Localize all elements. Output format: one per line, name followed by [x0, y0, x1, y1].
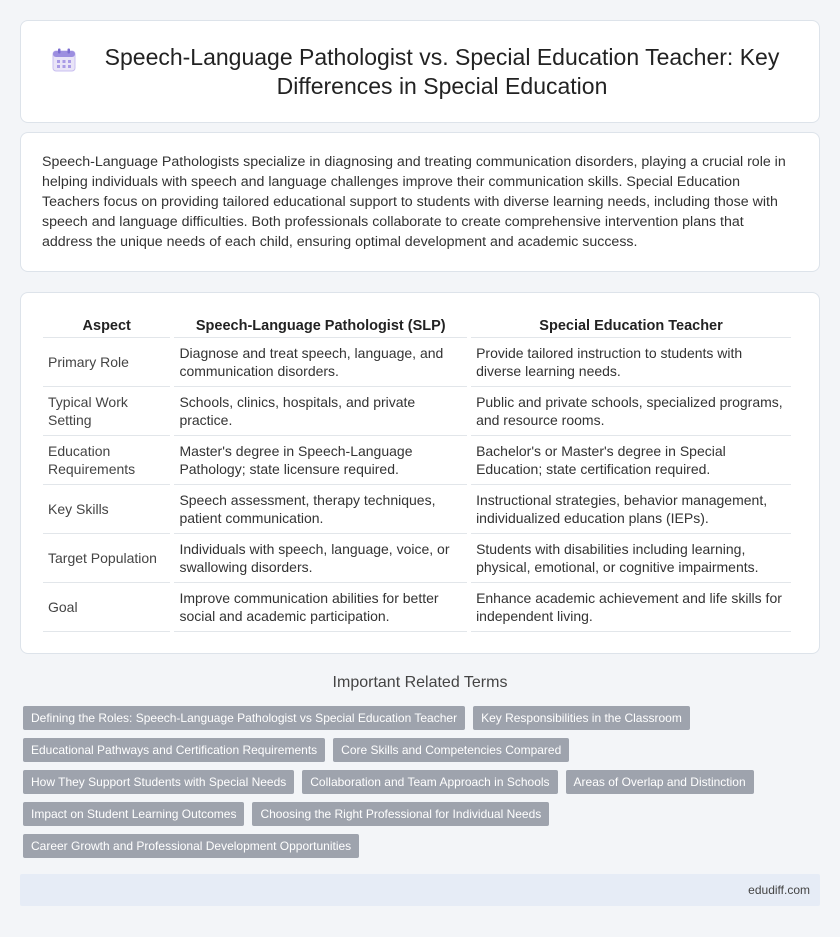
cell-slp: Speech assessment, therapy techniques, patient communication. [174, 485, 467, 534]
cell-teacher: Bachelor's or Master's degree in Special Education; state certification required. [471, 436, 791, 485]
table-row [43, 387, 791, 436]
related-term-tag[interactable]: Impact on Student Learning Outcomes [23, 802, 244, 826]
header-teacher: Special Education Teacher [471, 311, 791, 338]
related-term-tag[interactable]: Career Growth and Professional Development Opportunities [23, 834, 359, 858]
calendar-icon [51, 47, 77, 73]
header-slp: Speech-Language Pathologist (SLP) [174, 311, 467, 338]
cell-slp: Improve communication abilities for better social and academic participation. [174, 583, 467, 632]
related-term-tag[interactable]: How They Support Students with Special Needs [23, 770, 294, 794]
cell-aspect: Typical Work Setting [43, 387, 170, 436]
cell-aspect: Goal [43, 583, 170, 632]
table-row [43, 338, 791, 387]
cell-slp: Schools, clinics, hospitals, and private practice. [174, 387, 467, 436]
related-terms-section [0, 674, 840, 853]
related-terms-tags [23, 706, 803, 866]
table-row [43, 436, 791, 485]
cell-teacher: Students with disabilities including learning, physical, emotional, or cognitive impairments. [471, 534, 791, 583]
related-terms-title: Important Related Terms [332, 674, 508, 691]
cell-aspect: Education Requirements [43, 436, 170, 485]
intro-card [20, 132, 820, 272]
header-aspect: Aspect [43, 311, 170, 338]
header-card [20, 20, 820, 123]
cell-teacher: Enhance academic achievement and life skills for independent living. [471, 583, 791, 632]
footer-site-link[interactable]: edudiff.com [748, 883, 810, 897]
cell-slp: Master's degree in Speech-Language Pathology; state licensure required. [174, 436, 467, 485]
table-row [43, 534, 791, 583]
cell-slp: Diagnose and treat speech, language, and communication disorders. [174, 338, 467, 387]
related-term-tag[interactable]: Collaboration and Team Approach in Schools [302, 770, 557, 794]
comparison-table [39, 311, 795, 632]
related-term-tag[interactable]: Core Skills and Competencies Compared [333, 738, 569, 762]
footer [20, 874, 820, 906]
related-term-tag[interactable]: Key Responsibilities in the Classroom [473, 706, 690, 730]
comparison-table-card [20, 292, 820, 654]
page-title: Speech-Language Pathologist vs. Special Education Teacher: Key Differences in Special Education [104, 43, 780, 99]
related-term-tag[interactable]: Choosing the Right Professional for Individual Needs [252, 802, 549, 826]
table-row [43, 485, 791, 534]
cell-teacher: Provide tailored instruction to students with diverse learning needs. [471, 338, 791, 387]
cell-aspect: Key Skills [43, 485, 170, 534]
cell-aspect: Primary Role [43, 338, 170, 387]
intro-text: Speech-Language Pathologists specialize in diagnosing and treating communication disorders, playing a crucial role in helping individuals with speech and language challenges improve their communication skills. Special Education Teachers focus on providing tailored educational support to students with diverse learning needs, including those with speech and language difficulties. Both professionals collaborate to create comprehensive intervention plans that address the unique needs of each child, ensuring optimal development and academic success. [42, 154, 786, 250]
table-header-row [43, 311, 791, 338]
cell-aspect: Target Population [43, 534, 170, 583]
related-term-tag[interactable]: Educational Pathways and Certification Requirements [23, 738, 325, 762]
related-term-tag[interactable]: Areas of Overlap and Distinction [566, 770, 754, 794]
cell-teacher: Public and private schools, specialized programs, and resource rooms. [471, 387, 791, 436]
table-row [43, 583, 791, 632]
related-term-tag[interactable]: Defining the Roles: Speech-Language Pathologist vs Special Education Teacher [23, 706, 465, 730]
cell-teacher: Instructional strategies, behavior management, individualized education plans (IEPs). [471, 485, 791, 534]
cell-slp: Individuals with speech, language, voice, or swallowing disorders. [174, 534, 467, 583]
